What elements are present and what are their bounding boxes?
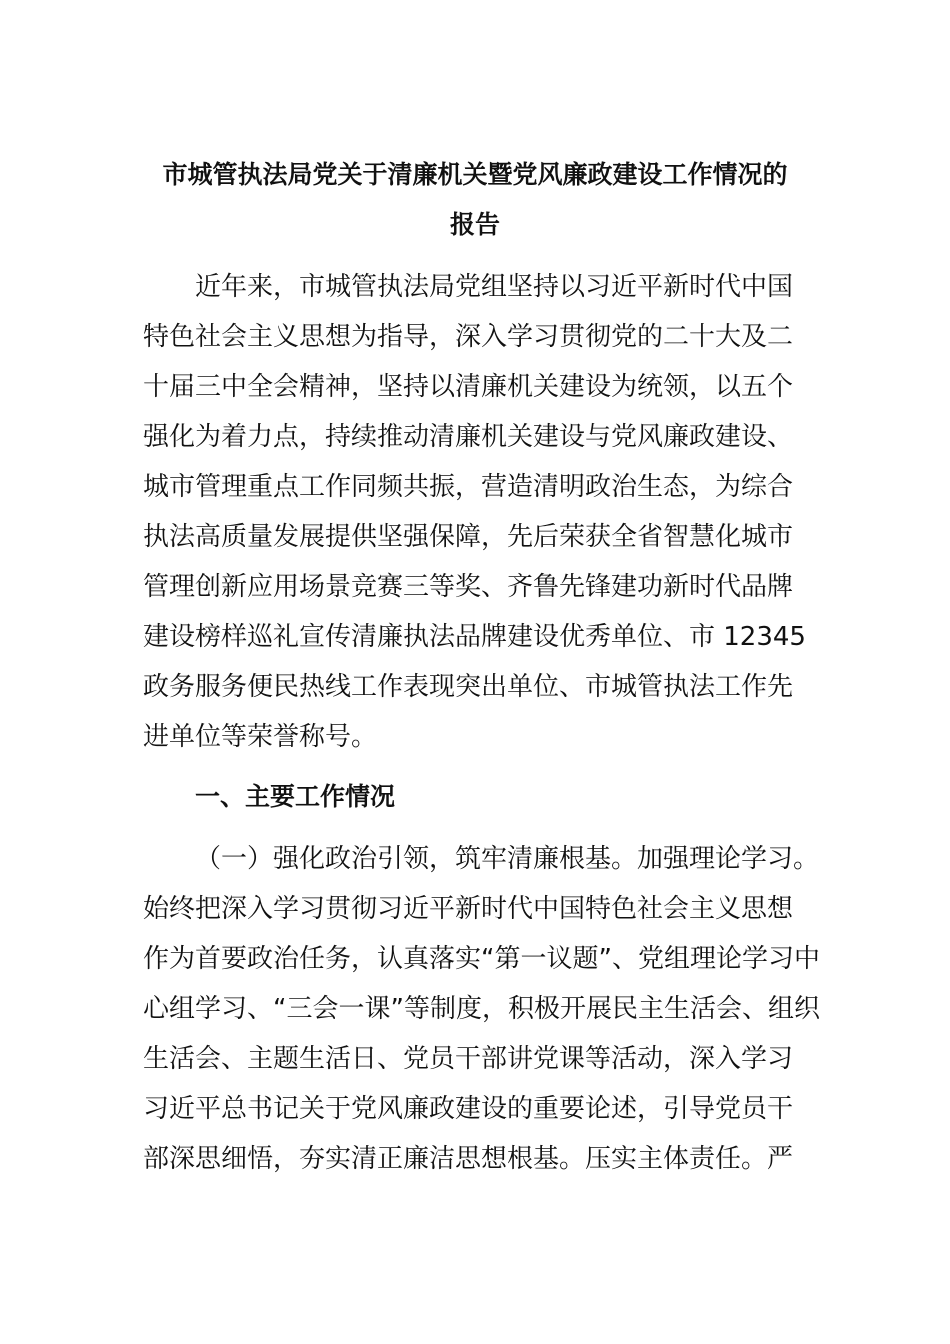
paragraph-line: 始终把深入学习贯彻习近平新时代中国特色社会主义思想 (143, 894, 794, 924)
section-paragraph (143, 834, 820, 1184)
paragraph-line: 生活会、主题生活日、党员干部讲党课等活动，深入学习 (143, 1044, 794, 1074)
paragraph-line: 执法高质量发展提供坚强保障，先后荣获全省智慧化城市 (143, 522, 794, 552)
paragraph-line: 管理创新应用场景竞赛三等奖、齐鲁先锋建功新时代品牌 (143, 572, 794, 602)
paragraph-line: 部深思细悟，夯实清正廉洁思想根基。压实主体责任。严 (143, 1144, 794, 1174)
paragraph-line: 政务服务便民热线工作表现突出单位、市城管执法工作先 (143, 672, 794, 702)
paragraph-line: 强化为着力点，持续推动清廉机关建设与党风廉政建设、 (143, 422, 794, 452)
title-line: 报告 (449, 210, 500, 239)
paragraph-line: 习近平总书记关于党风廉政建设的重要论述，引导党员干 (143, 1094, 794, 1124)
paragraph-line: 城市管理重点工作同频共振，营造清明政治生态，为综合 (143, 472, 794, 502)
section-heading: 一、主要工作情况 (195, 782, 396, 811)
paragraph-line: 作为首要政治任务，认真落实“第一议题”、党组理论学习中 (143, 944, 820, 974)
paragraph-line: （一）强化政治引领，筑牢清廉根基。加强理论学习。 (195, 844, 820, 874)
document-title (140, 150, 810, 250)
paragraph-line: 进单位等荣誉称号。 (143, 722, 378, 752)
paragraph-line: 十届三中全会精神，坚持以清廉机关建设为统领，以五个 (143, 372, 794, 402)
title-line: 市城管执法局党关于清廉机关暨党风廉政建设工作情况的 (162, 160, 788, 189)
paragraph-line: 近年来，市城管执法局党组坚持以习近平新时代中国 (195, 272, 794, 302)
paragraph-line: 建设榜样巡礼宣传清廉执法品牌建设优秀单位、市 12345 (143, 622, 806, 652)
paragraph-line: 心组学习、“三会一课”等制度，积极开展民主生活会、组织 (143, 994, 820, 1024)
paragraph-line: 特色社会主义思想为指导，深入学习贯彻党的二十大及二 (143, 322, 794, 352)
intro-paragraph (143, 262, 811, 762)
